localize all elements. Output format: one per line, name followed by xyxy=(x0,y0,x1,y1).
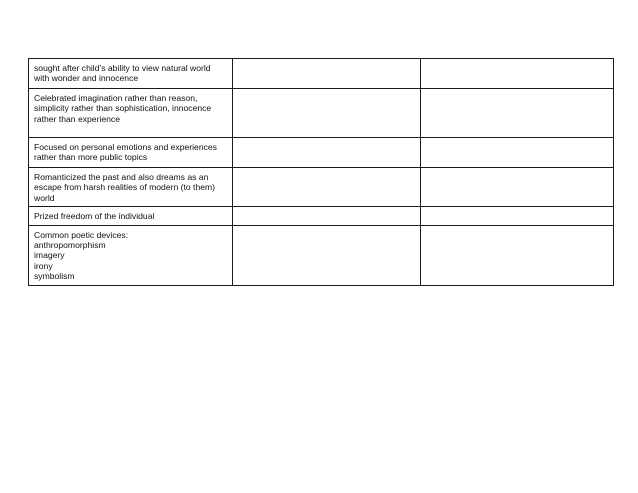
document-page xyxy=(28,58,614,286)
characteristic-cell xyxy=(29,89,233,138)
cell-text-line: Common poetic devices: xyxy=(34,229,129,240)
cell-text-line: Romanticized the past and also dreams as an xyxy=(34,172,209,182)
empty-cell[interactable] xyxy=(232,225,421,285)
empty-cell[interactable] xyxy=(232,168,421,207)
romanticism-characteristics-table xyxy=(28,58,614,286)
empty-cell[interactable] xyxy=(421,168,614,207)
empty-cell[interactable] xyxy=(421,138,614,168)
cell-text-line: anthropomorphism xyxy=(34,240,106,251)
cell-text-line: irony xyxy=(34,260,53,271)
empty-cell[interactable] xyxy=(232,89,421,138)
table-row xyxy=(29,89,614,138)
characteristic-cell xyxy=(29,138,233,168)
empty-cell[interactable] xyxy=(421,59,614,89)
cell-text-line: escape from harsh realities of modern (to them) xyxy=(34,182,216,193)
table-row xyxy=(29,225,614,285)
cell-text-line: symbolism xyxy=(34,271,75,282)
characteristic-cell xyxy=(29,168,233,207)
cell-text-line: world xyxy=(34,192,55,203)
table-row xyxy=(29,207,614,225)
table-row xyxy=(29,59,614,89)
empty-cell[interactable] xyxy=(232,59,421,89)
cell-text-line: with wonder and innocence xyxy=(34,73,139,84)
cell-text-line: imagery xyxy=(34,250,65,261)
characteristic-cell xyxy=(29,207,233,225)
empty-cell[interactable] xyxy=(421,89,614,138)
empty-cell[interactable] xyxy=(421,225,614,285)
cell-text-line: simplicity rather than sophistication, innocence xyxy=(34,103,212,114)
cell-text-line: rather than more public topics xyxy=(34,152,148,163)
table-row xyxy=(29,168,614,207)
empty-cell[interactable] xyxy=(421,207,614,225)
characteristic-cell xyxy=(29,59,233,89)
cell-text-line: rather than experience xyxy=(34,113,120,124)
empty-cell[interactable] xyxy=(232,138,421,168)
characteristic-cell xyxy=(29,225,233,285)
cell-text-line: Prized freedom of the individual xyxy=(34,211,155,222)
table-row xyxy=(29,138,614,168)
cell-text-line: sought after child’s ability to view natural world xyxy=(34,63,211,73)
cell-text-line: Celebrated imagination rather than reason, xyxy=(34,93,198,103)
cell-text-line: Focused on personal emotions and experiences xyxy=(34,142,217,152)
empty-cell[interactable] xyxy=(232,207,421,225)
